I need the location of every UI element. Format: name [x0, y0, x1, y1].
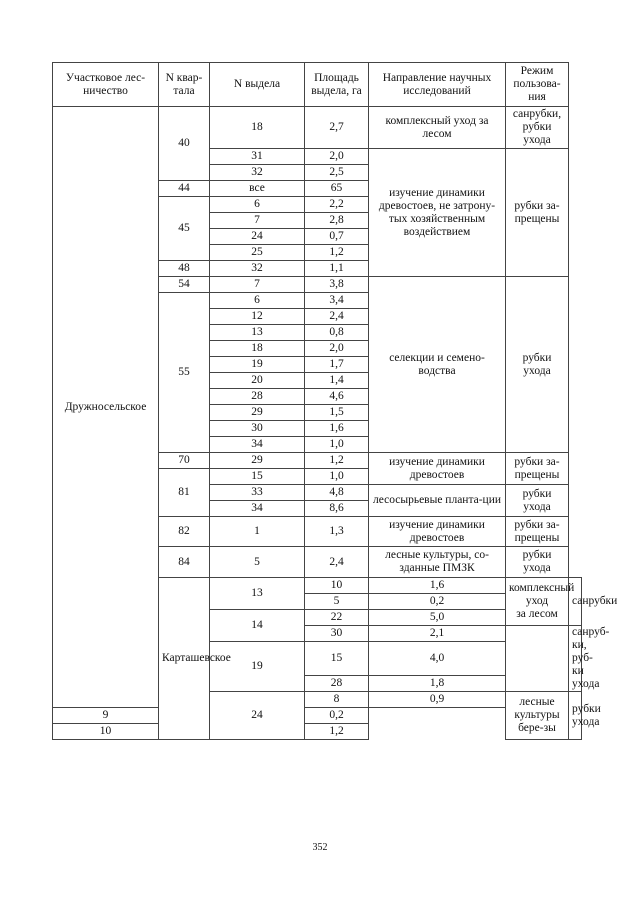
quarter-cell: 40: [159, 107, 210, 181]
quarter-cell: 70: [159, 453, 210, 469]
quarter-cell: 24: [210, 692, 305, 740]
quarter-cell: 55: [159, 293, 210, 453]
table-row: [53, 708, 582, 724]
area-cell: 2,0: [305, 149, 369, 165]
area-cell: 3,4: [305, 293, 369, 309]
area-cell: 4,0: [369, 642, 506, 676]
plot-cell: 12: [210, 309, 305, 325]
forestry-cell: Карташевское: [159, 578, 210, 740]
area-cell: 1,3: [305, 517, 369, 547]
plot-cell: 20: [210, 373, 305, 389]
area-cell: 1,0: [305, 437, 369, 453]
area-cell: 1,2: [305, 453, 369, 469]
area-cell: 5,0: [369, 610, 506, 626]
area-cell: 1,2: [305, 245, 369, 261]
area-cell: 2,4: [305, 309, 369, 325]
plot-cell: 33: [210, 485, 305, 501]
plot-cell: 28: [210, 389, 305, 405]
regime-cell: рубки за-прещены: [506, 149, 569, 277]
area-cell: 2,2: [305, 197, 369, 213]
plot-cell: 32: [210, 165, 305, 181]
regime-cell: санруб-ки, руб-ки ухода: [569, 626, 582, 692]
plot-cell: 15: [210, 469, 305, 485]
research-cell: селекции и семено-водства: [369, 277, 506, 453]
header-forestry: Участковое лес- ничество: [53, 63, 159, 107]
header-quarter: N квар- тала: [159, 63, 210, 107]
plot-cell: 19: [210, 357, 305, 373]
area-cell: 1,8: [369, 676, 506, 692]
research-cell: комплексный уход за лесом: [369, 107, 506, 149]
plot-cell: все: [210, 181, 305, 197]
quarter-cell: 19: [210, 642, 305, 692]
quarter-cell: 48: [159, 261, 210, 277]
regime-cell: рубки ухода: [506, 485, 569, 517]
table-row: [53, 724, 582, 740]
plot-cell: 18: [210, 341, 305, 357]
plot-cell: 25: [210, 245, 305, 261]
research-cell: лесные культуры, со-зданные ПМЗК: [369, 547, 506, 578]
plot-cell: 34: [210, 501, 305, 517]
research-cell: комплексный уход за лесом: [506, 578, 569, 626]
area-cell: 2,0: [305, 341, 369, 357]
plot-cell: 7: [210, 277, 305, 293]
area-cell: 1,6: [305, 421, 369, 437]
area-cell: 1,1: [305, 261, 369, 277]
forestry-cell: Дружносельское: [53, 107, 159, 708]
header-regime: Режим пользова- ния: [506, 63, 569, 107]
area-cell: 4,8: [305, 485, 369, 501]
header-plot: N выдела: [210, 63, 305, 107]
area-cell: 0,8: [305, 325, 369, 341]
regime-cell: рубки ухода: [506, 277, 569, 453]
plot-cell: 32: [210, 261, 305, 277]
area-cell: 0,7: [305, 229, 369, 245]
area-cell: 2,4: [305, 547, 369, 578]
plot-cell: 10: [305, 578, 369, 594]
research-cell: [506, 626, 569, 692]
quarter-cell: 14: [210, 610, 305, 642]
area-cell: 1,2: [305, 724, 369, 740]
quarter-cell: 81: [159, 469, 210, 517]
research-cell: изучение динамики древостоев, не затрону-тых хозяйственным воздействием: [369, 149, 506, 277]
research-cell: лесосырьевые планта-ции: [369, 485, 506, 517]
table-header-row: [53, 63, 582, 107]
quarter-cell: 45: [159, 197, 210, 261]
area-cell: 3,8: [305, 277, 369, 293]
plot-cell: 31: [210, 149, 305, 165]
area-cell: 2,1: [369, 626, 506, 642]
area-cell: 2,7: [305, 107, 369, 149]
area-cell: 1,6: [369, 578, 506, 594]
research-cell: изучение динамики древостоев: [369, 517, 506, 547]
quarter-cell: 82: [159, 517, 210, 547]
plot-cell: 24: [210, 229, 305, 245]
quarter-cell: 13: [210, 578, 305, 610]
area-cell: 0,9: [369, 692, 506, 708]
area-cell: 65: [305, 181, 369, 197]
forest-plots-table: [52, 62, 618, 740]
plot-cell: 18: [210, 107, 305, 149]
area-cell: 0,2: [305, 708, 369, 724]
plot-cell: 6: [210, 293, 305, 309]
area-cell: 1,7: [305, 357, 369, 373]
plot-cell: 29: [210, 453, 305, 469]
area-cell: 2,8: [305, 213, 369, 229]
quarter-cell: 84: [159, 547, 210, 578]
table-row: [53, 107, 582, 149]
plot-cell: 30: [305, 626, 369, 642]
plot-cell: 15: [305, 642, 369, 676]
quarter-cell: 54: [159, 277, 210, 293]
area-cell: 1,5: [305, 405, 369, 421]
research-cell: изучение динамики древостоев: [369, 453, 506, 485]
plot-cell: 7: [210, 213, 305, 229]
quarter-cell: 44: [159, 181, 210, 197]
header-area: Площадь выдела, га: [305, 63, 369, 107]
plot-cell: 22: [305, 610, 369, 626]
plot-cell: 1: [210, 517, 305, 547]
regime-cell: рубки ухода: [506, 547, 569, 578]
plot-cell: 13: [210, 325, 305, 341]
plot-cell: 34: [210, 437, 305, 453]
regime-cell: рубки ухода: [569, 692, 582, 740]
page-number: 352: [312, 842, 328, 853]
regime-cell: рубки за-прещены: [506, 453, 569, 485]
plot-cell: 10: [53, 724, 159, 740]
research-cell: лесные культуры бере-зы: [506, 692, 569, 740]
regime-cell: санрубки, рубки ухода: [506, 107, 569, 149]
plot-cell: 5: [210, 547, 305, 578]
area-cell: 0,2: [369, 594, 506, 610]
area-cell: 4,6: [305, 389, 369, 405]
plot-cell: 5: [305, 594, 369, 610]
plot-cell: 29: [210, 405, 305, 421]
area-cell: 1,0: [305, 469, 369, 485]
plot-cell: 9: [53, 708, 159, 724]
area-cell: 1,4: [305, 373, 369, 389]
area-cell: 2,5: [305, 165, 369, 181]
plot-cell: 6: [210, 197, 305, 213]
regime-cell: рубки за-прещены: [506, 517, 569, 547]
plot-cell: 8: [305, 692, 369, 708]
plot-cell: 30: [210, 421, 305, 437]
plot-cell: 28: [305, 676, 369, 692]
header-research: Направление научных исследований: [369, 63, 506, 107]
area-cell: 8,6: [305, 501, 369, 517]
regime-cell: санрубки: [569, 578, 582, 626]
